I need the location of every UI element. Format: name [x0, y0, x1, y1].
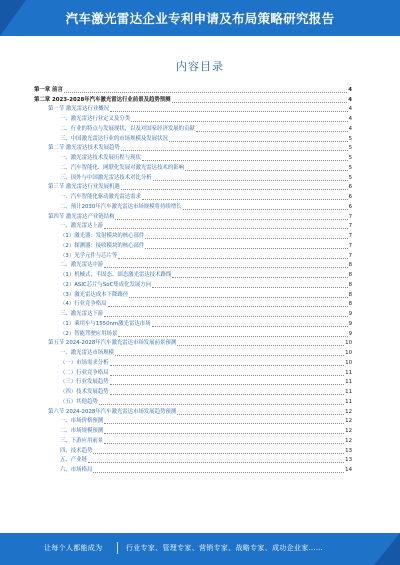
toc-entry-title: 一、激光雷达技术发展历程与现状	[60, 155, 141, 161]
toc-entry[interactable]	[34, 416, 352, 426]
toc-entry[interactable]	[34, 377, 352, 387]
toc-dot-leader	[88, 462, 344, 463]
toc-page-number: 14	[345, 467, 352, 473]
toc-page-number: 8	[348, 281, 352, 288]
toc-dot-leader	[177, 414, 344, 415]
toc-entry-title: 第二节 激光雷达技术发展趋势	[48, 145, 120, 152]
toc-dot-leader	[121, 150, 348, 151]
toc-entry[interactable]	[34, 221, 352, 231]
toc-dot-leader	[121, 189, 348, 190]
toc-page-number: 7	[348, 252, 352, 259]
toc-entry-title: 一、激光雷达市场规模	[60, 350, 114, 356]
toc-entry-title: 第六节 2024-2028年汽车激光雷达市场发展趋势预测	[48, 408, 177, 415]
toc-page-number: 8	[348, 301, 352, 308]
toc-entry[interactable]	[34, 396, 352, 406]
toc-page-number: 11	[345, 398, 352, 405]
toc-page-number: 13	[345, 447, 352, 454]
toc-page-number: 7	[348, 223, 352, 230]
toc-dot-leader	[129, 297, 347, 298]
toc-page-number: 9	[348, 320, 352, 327]
toc-page-number: 5	[348, 164, 352, 171]
toc-entry-title: （2）ASIC芯片与SoC集成化发展方向	[60, 281, 152, 288]
toc-page-number: 5	[348, 155, 352, 161]
toc-dot-leader	[145, 238, 347, 239]
toc-entry-title: 第四节 激光雷达产业链结构	[48, 213, 115, 220]
toc-entry-title: （二）行业竞争格局	[60, 369, 109, 376]
toc-entry[interactable]	[34, 260, 352, 270]
toc-entry[interactable]	[34, 201, 352, 211]
toc-entry-title: 三、下游应用前景	[60, 437, 104, 444]
toc-page-number: 4	[348, 106, 352, 113]
toc-dot-leader	[142, 199, 348, 200]
toc-dot-leader	[177, 345, 344, 346]
toc-entry-title: 第三节 激光雷达行业发展机遇	[48, 184, 120, 191]
toc-entry-title: （1）激光器：发射模块的核心部件	[60, 233, 145, 239]
toc-dot-leader	[104, 423, 344, 424]
toc-page-number: 5	[348, 135, 352, 142]
toc-dot-leader	[64, 92, 347, 93]
toc-page-number: 9	[348, 330, 352, 337]
toc-dot-leader	[185, 170, 348, 171]
toc-entry[interactable]	[34, 143, 352, 153]
toc-entry[interactable]	[34, 445, 352, 455]
toc-dot-leader	[93, 453, 344, 454]
toc-dot-leader	[115, 219, 347, 220]
toc-entry[interactable]	[34, 318, 352, 328]
footer-roles: 行业专家、管理专家、营销专家、战略专家、成功企业家……	[126, 544, 324, 552]
toc-entry-title: （2）智能驾驶应用场景	[60, 330, 118, 337]
toc-entry[interactable]	[34, 289, 352, 299]
toc-page-number: 12	[345, 418, 352, 425]
toc-entry[interactable]	[34, 123, 352, 133]
toc-entry[interactable]	[34, 230, 352, 240]
toc-entry-title: 一、激光雷达行业定义及分类	[60, 116, 131, 122]
toc-entry-title: （3）激光雷达成本下降路径	[60, 291, 129, 298]
toc-dot-leader	[104, 267, 347, 268]
toc-entry-title: 二、市场规模预测	[60, 428, 104, 434]
toc-entry[interactable]	[34, 357, 352, 367]
toc-entry[interactable]	[34, 435, 352, 445]
toc-entry[interactable]	[34, 328, 352, 338]
toc-entry-title: （四）技术发展趋势	[60, 389, 109, 395]
toc-page-number: 12	[345, 428, 352, 434]
toc-dot-leader	[183, 209, 348, 210]
toc-page-number: 7	[348, 213, 352, 220]
toc-entry[interactable]	[34, 104, 352, 114]
toc-entry[interactable]	[34, 211, 352, 221]
toc-entry-title: 三、中国激光雷达行业的市场规模及发展状况	[60, 135, 168, 142]
toc-entry[interactable]	[34, 338, 352, 348]
toc-dot-leader	[104, 316, 347, 317]
toc-entry[interactable]	[34, 182, 352, 192]
toc-entry[interactable]	[34, 386, 352, 396]
toc-dot-leader	[104, 228, 347, 229]
toc-entry[interactable]	[34, 94, 352, 104]
toc-dot-leader	[142, 160, 348, 161]
toc-page-number: 4	[348, 116, 352, 122]
toc-page-number: 4	[348, 125, 352, 132]
toc-entry[interactable]	[34, 269, 352, 279]
toc-entry-title: （4）行业竞争格局	[60, 301, 107, 308]
toc-entry[interactable]	[34, 464, 352, 474]
toc-entry-title: 一、市场价格预测	[60, 418, 104, 425]
toc-entry[interactable]	[34, 191, 352, 201]
toc-entry-title: 二、预计2030年汽车激光雷达市场规模将持续增长	[60, 203, 182, 210]
toc-page-number: 5	[348, 145, 352, 152]
toc-entry-title: 第一章 前言	[34, 86, 63, 93]
toc-dot-leader	[115, 355, 344, 356]
toc-page-number: 4	[348, 86, 352, 93]
toc-dot-leader	[110, 384, 345, 385]
toc-dot-leader	[110, 394, 345, 395]
toc-page-number: 12	[345, 437, 352, 444]
toc-page-number: 10	[345, 340, 352, 347]
toc-entry[interactable]	[34, 406, 352, 416]
toc-entry[interactable]	[34, 84, 352, 94]
toc-entry-title: 第一节 激光雷达行业概况	[48, 106, 110, 113]
toc-dot-leader	[196, 131, 348, 132]
toc-entry[interactable]	[34, 347, 352, 357]
toc-page-number: 13	[345, 457, 352, 464]
toc-entry[interactable]	[34, 308, 352, 318]
toc-dot-leader	[145, 248, 347, 249]
toc-dot-leader	[108, 306, 348, 307]
toc-page-number: 11	[345, 389, 352, 395]
toc-entry-title: （2）探测器：接收模块的核心部件	[60, 242, 145, 249]
toc-entry-title: 一、汽车智能化驱动激光雷达需求	[60, 194, 141, 200]
toc-entry[interactable]	[34, 455, 352, 465]
toc-page-number: 8	[348, 262, 352, 269]
toc-dot-leader	[99, 404, 344, 405]
header-banner	[0, 0, 400, 36]
table-of-contents	[34, 84, 352, 474]
toc-entry-title: 二、行业的特点与发展现状，以及对国家经济发展的贡献	[60, 125, 195, 132]
toc-page-number: 4	[348, 96, 352, 103]
report-title: 汽车激光雷达企业专利申请及布局策略研究报告	[65, 11, 335, 26]
toc-entry[interactable]	[34, 172, 352, 182]
toc-entry[interactable]	[34, 133, 352, 143]
toc-page-number: 7	[348, 242, 352, 249]
toc-entry[interactable]	[34, 279, 352, 289]
toc-entry-title: 第二章 2023-2028年汽车激光雷达行业前景及趋势预测	[34, 96, 171, 103]
toc-entry-title: 六、市场格局	[60, 467, 93, 473]
footer-corner-accent	[374, 533, 400, 565]
footer-slogan: 让每个人都能成为	[44, 544, 103, 552]
toc-dot-leader	[131, 121, 347, 122]
toc-page-number: 5	[348, 174, 352, 181]
toc-page-number: 10	[345, 350, 352, 356]
toc-entry-title: 三、激光雷达下游	[60, 311, 104, 317]
toc-dot-leader	[110, 365, 345, 366]
toc-entry-title: （1）乘用车与1550nm激光雷达市场	[60, 320, 151, 327]
toc-dot-leader	[152, 326, 348, 327]
toc-entry-title: 四、技术趋势	[60, 447, 93, 454]
toc-page-number: 7	[348, 233, 352, 239]
toc-entry-title: 第五节 2024-2028年汽车激光雷达市场发展前景预测	[48, 340, 177, 347]
toc-heading: 内容目录	[176, 60, 224, 73]
toc-entry-title: （3）光学元件与芯片等	[60, 252, 118, 259]
footer-banner	[0, 533, 400, 565]
toc-entry[interactable]	[34, 425, 352, 435]
toc-entry-title: 二、汽车智能化、网联化发展对激光雷达技术的影响	[60, 164, 184, 171]
footer-divider	[117, 542, 118, 554]
toc-dot-leader	[153, 180, 348, 181]
toc-entry-title: （三）行业发展趋势	[60, 379, 109, 386]
toc-dot-leader	[118, 258, 347, 259]
toc-entry[interactable]	[34, 240, 352, 250]
toc-entry[interactable]	[34, 113, 352, 123]
toc-entry-title: 二、激光雷达中游	[60, 262, 104, 269]
toc-page-number: 11	[345, 369, 352, 376]
toc-dot-leader	[110, 375, 345, 376]
toc-page-number: 6	[348, 203, 352, 210]
toc-entry[interactable]	[34, 162, 352, 172]
toc-entry-title: （五）其他趋势	[60, 398, 98, 405]
toc-entry[interactable]	[34, 299, 352, 309]
toc-page-number: 6	[348, 194, 352, 200]
toc-entry-title: （一）市场需求分析	[60, 359, 109, 366]
toc-dot-leader	[93, 472, 344, 473]
toc-page-number: 8	[348, 272, 352, 278]
toc-entry-title: 一、激光雷达上游	[60, 223, 104, 230]
toc-dot-leader	[110, 111, 348, 112]
toc-entry-title: （1）机械式、半固态、固态激光雷达技术路线	[60, 272, 172, 278]
toc-dot-leader	[152, 287, 347, 288]
toc-entry-title: 三、国外与中国激光雷达技术对比分析	[60, 174, 152, 181]
toc-dot-leader	[118, 336, 347, 337]
toc-page-number: 12	[345, 408, 352, 415]
toc-page-number: 10	[345, 359, 352, 366]
toc-dot-leader	[169, 141, 348, 142]
toc-dot-leader	[172, 277, 347, 278]
toc-page-number: 8	[348, 291, 352, 298]
toc-dot-leader	[104, 443, 344, 444]
toc-page-number: 9	[348, 311, 352, 317]
toc-page-number: 11	[345, 379, 352, 386]
toc-entry[interactable]	[34, 250, 352, 260]
toc-page-number: 6	[348, 184, 352, 191]
toc-entry-title: 五、产业链	[60, 457, 87, 464]
toc-dot-leader	[104, 433, 344, 434]
toc-entry[interactable]	[34, 367, 352, 377]
toc-dot-leader	[172, 102, 348, 103]
toc-entry[interactable]	[34, 152, 352, 162]
